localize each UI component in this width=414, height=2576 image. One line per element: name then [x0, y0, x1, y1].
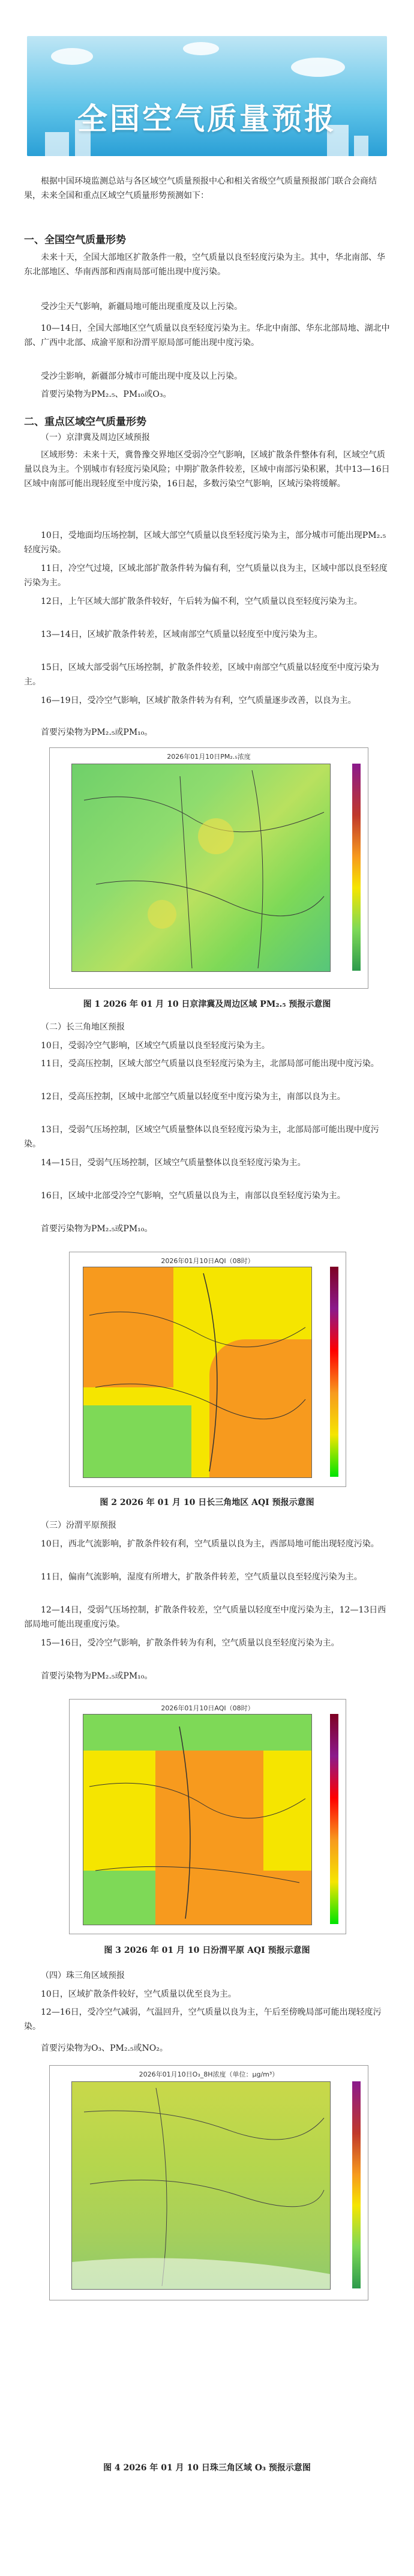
figure-caption: 图 1 2026 年 01 月 10 日京津冀及周边区域 PM₂.₅ 预报示意图 — [83, 1000, 331, 1009]
paragraph: 13日，受弱气压场控制，区域空气质量整体以良至轻度污染为主，北部局部可能出现中度污染。 — [24, 1125, 379, 1149]
subsection-heading: （四）珠三角区域预报 — [41, 1971, 125, 1980]
map-title: 2026年01月10日AQI（08时） — [161, 1704, 254, 1712]
color-legend — [352, 764, 361, 971]
paragraph: 首要污染物为PM₂.₅或PM₁₀。 — [41, 728, 153, 737]
map-boundaries — [83, 1267, 311, 1477]
paragraph: 15日，区域大部受弱气压场控制，扩散条件较差，区域中南部空气质量以轻度至中度污染为主。 — [24, 663, 379, 687]
map-title: 2026年01月10日PM₂.₅浓度 — [167, 753, 251, 761]
cloud-icon — [291, 58, 345, 77]
paragraph: 12日，上午区域大部扩散条件较好，午后转为偏不利，空气质量以良至轻度污染为主。 — [41, 597, 362, 606]
subsection-heading: （三）汾渭平原预报 — [41, 1521, 116, 1530]
paragraph: 11日，冷空气过境，区域北部扩散条件转为偏有利，空气质量以良为主，区域中部以良至轻度污染为主。 — [24, 564, 388, 588]
paragraph: 11日，偏南气流影响，湿度有所增大，扩散条件转差，空气质量以良至轻度污染为主。 — [41, 1572, 362, 1582]
city-skyline-icon — [354, 136, 368, 156]
paragraph: 16日，区域中北部受冷空气影响，空气质量以良为主，南部以良至轻度污染为主。 — [41, 1191, 346, 1201]
paragraph: 12日，受高压控制，区域中北部空气质量以轻度至中度污染为主，南部以良为主。 — [41, 1092, 346, 1102]
map-area — [71, 764, 331, 972]
paragraph: 10日，受地面均压场控制，区域大部空气质量以良至轻度污染为主，部分城市可能出现PM₂.₅轻度污染。 — [24, 531, 386, 555]
map-title: 2026年01月10日O₃_8H浓度（单位：μg/m³） — [139, 2071, 279, 2078]
intro-paragraph: 根据中国环境监测总站与各区域空气质量预报中心和相关省级空气质量预报部门联合会商结果，未来全国和重点区域空气质量形势预测如下： — [24, 176, 377, 201]
paragraph: 10—14日，全国大部地区空气质量以良至轻度污染为主。华北中南部、华东北部局地、湖北中部、广西中北部、成渝平原和汾渭平原局部可能出现中度污染。 — [24, 324, 390, 348]
paragraph: 12—14日，受弱气压场控制，扩散条件较差，空气质量以轻度至中度污染为主，12—13日西部局地可能出现重度污染。 — [24, 1605, 386, 1629]
section-heading: 一、全国空气质量形势 — [24, 234, 126, 246]
figure-caption: 图 2 2026 年 01 月 10 日长三角地区 AQI 预报示意图 — [100, 1498, 314, 1507]
section-heading: 二、重点区域空气质量形势 — [24, 416, 146, 428]
map-boundaries — [72, 2082, 330, 2289]
map-boundaries — [83, 1715, 311, 1925]
paragraph: 11日，受高压控制，区域大部空气质量以良至轻度污染为主，北部局部可能出现中度污染。 — [41, 1059, 379, 1069]
paragraph: 受沙尘影响，新疆部分城市可能出现中度及以上污染。 — [41, 372, 242, 381]
paragraph: 首要污染物为PM₂.₅或PM₁₀。 — [41, 1671, 153, 1681]
map-area — [83, 1267, 312, 1478]
paragraph: 15—16日，受冷空气影响，扩散条件转为有利，空气质量以良至轻度污染为主。 — [41, 1638, 340, 1648]
banner — [27, 36, 387, 156]
subsection-heading: （二）长三角地区预报 — [41, 1022, 125, 1032]
paragraph: 首要污染物为PM₂.₅、PM₁₀或O₃。 — [41, 390, 172, 399]
paragraph: 未来十天，全国大部地区扩散条件一般，空气质量以良至轻度污染为主。其中，华北南部、华东北部地区、华南西部和西南局部可能出现中度污染。 — [24, 253, 385, 277]
map-figure-yrd — [69, 1252, 346, 1487]
subsection-heading: （一）京津冀及周边区域预报 — [41, 433, 150, 442]
paragraph: 10日，受弱冷空气影响，区域空气质量以良至轻度污染为主。 — [41, 1041, 270, 1051]
paragraph: 10日，西北气流影响，扩散条件较有利，空气质量以良为主，西部局地可能出现轻度污染。 — [41, 1539, 379, 1549]
paragraph: 12—16日，受冷空气减弱，气温回升，空气质量以良为主，午后至傍晚局部可能出现轻度污染。 — [24, 2007, 382, 2032]
color-legend — [330, 1714, 338, 1924]
map-boundaries — [72, 764, 330, 971]
paragraph: 10日，区域扩散条件较好，空气质量以优至良为主。 — [41, 1989, 236, 1999]
color-legend — [330, 1267, 338, 1477]
map-area — [83, 1714, 312, 1925]
map-figure-jjj — [49, 747, 368, 989]
figure-caption: 图 3 2026 年 01 月 10 日汾渭平原 AQI 预报示意图 — [104, 1946, 310, 1955]
paragraph: 首要污染物为PM₂.₅或PM₁₀。 — [41, 1224, 153, 1234]
paragraph: 13—14日，区域扩散条件转差，区域南部空气质量以轻度至中度污染为主。 — [41, 630, 323, 639]
map-figure-fw — [69, 1699, 346, 1934]
cloud-icon — [183, 42, 219, 55]
paragraph: 14—15日，受弱气压场控制，区域空气质量整体以良至轻度污染为主。 — [41, 1158, 306, 1168]
map-title: 2026年01月10日AQI（08时） — [161, 1257, 254, 1265]
paragraph: 受沙尘天气影响，新疆局地可能出现重度及以上污染。 — [41, 302, 242, 312]
paragraph: 16—19日，受冷空气影响，区域扩散条件转为有利，空气质量逐步改善，以良为主。 — [41, 696, 356, 705]
banner-title: 全国空气质量预报 — [77, 101, 337, 136]
color-legend — [352, 2081, 361, 2288]
paragraph: 区域形势：未来十天，冀鲁豫交界地区受弱冷空气影响，区域扩散条件整体有利，区域空气质量以良为主。个别城市有轻度污染风险；中期扩散条件较差，区域中南部污染积累，其中13—16日区域中南部可能出现轻度至中度污染，16日起，多数污染空气影响，区域污染将缓解。 — [24, 450, 390, 489]
figure-caption: 图 4 2026 年 01 月 10 日珠三角区域 O₃ 预报示意图 — [103, 2463, 311, 2473]
cloud-icon — [51, 48, 93, 65]
map-figure-prd — [49, 2065, 368, 2300]
paragraph: 首要污染物为O₃、PM₂.₅或NO₂。 — [41, 2044, 168, 2053]
map-area — [71, 2081, 331, 2290]
